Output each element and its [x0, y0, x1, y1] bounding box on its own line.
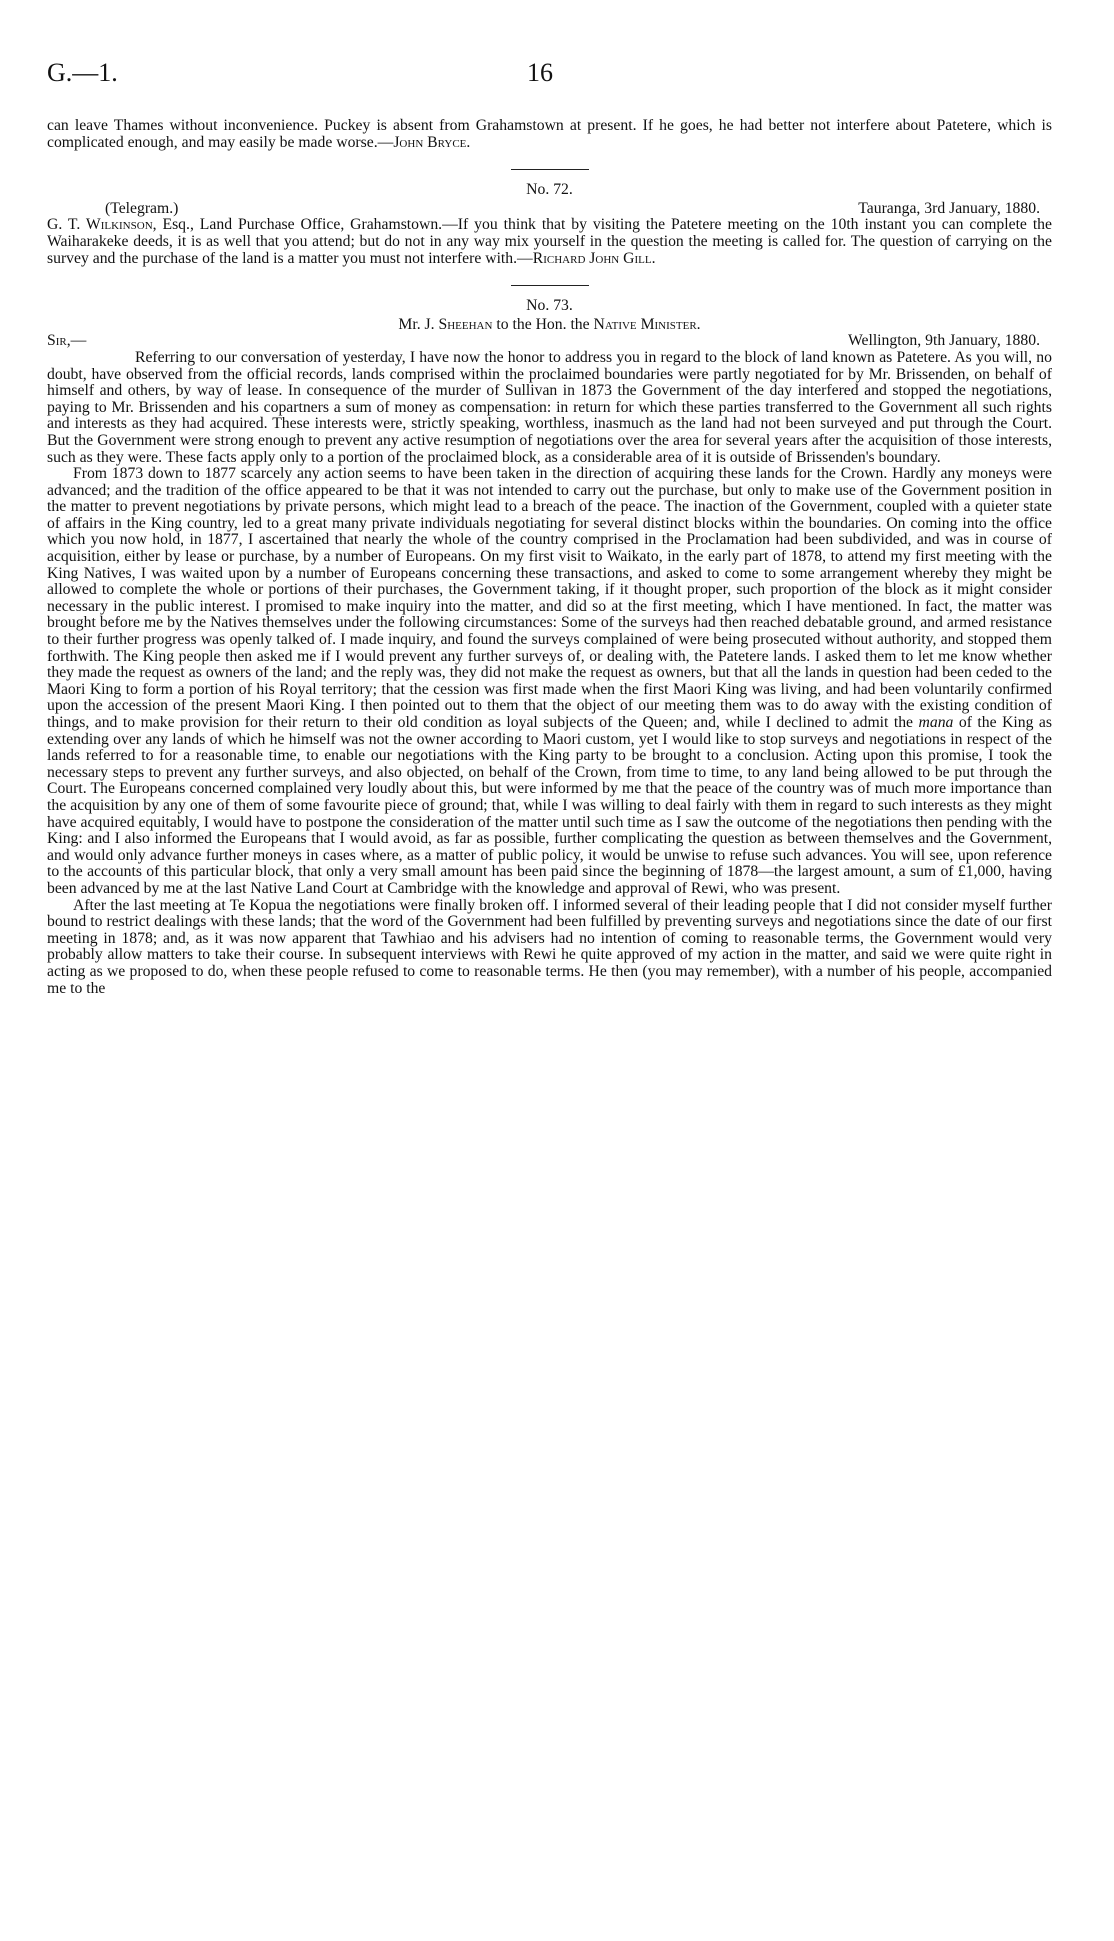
signature-bryce: John Bryce. [393, 133, 471, 151]
addressee-name: G. T. Wilkinson, [47, 216, 157, 234]
continued-text: can leave Thames without inconvenience. Puckey is absent from Grahamstown at present. If he goes, he had better not interfere about Patetere, which is complicated enough, and may easily be made worse.— [47, 117, 1052, 151]
body-paragraph: After the last meeting at Te Kopua the negotiations were finally broken off. I informed several of their leading people that I did not consider myself further bound to restrict dealings with these lands; that the word of the Government had been fulfilled by preventing surveys and negotiations since the date of our first meeting in 1878; and, as it was now apparent that Tawhiao and his advisers had no intention of coming to reasonable terms, the Government would very probably allow matters to take their course. In subsequent interviews with Rewi he quite approved of my action in the matter, and said we were quite right in acting as we proposed to do, when these people refused to come to reasonable terms. He then (you may remember), with a number of his people, accompanied me to the [47, 896, 1052, 997]
body-text: From 1873 down to 1877 scarcely any action seems to have been taken in the direction of acquiring these lands for the Crown. Hardly any moneys were advanced; and the tradition of the office appeared to be that it was not intended to carry out the purchase, but only to make use of the Government position in the matter to prevent negotiations by private persons, which might lead to a breach of the peace. The inaction of the Government, coupled with a quieter state of affairs in the King country, led to a great many private individuals negotiating for several distinct blocks within the boundaries. On coming into the office which you now hold, in 1877, I ascertained that nearly the whole of the country comprised in the Proclamation had been subdivided, and was in course of acquisition, either by lease or purchase, by a number of Europeans. On my first visit to Waikato, in the early part of 1878, to attend my first meeting with the King Natives, I was waited upon by a number of Europeans concerning these transactions, and asked to come to some arrangement whereby they might be allowed to complete the whole or portions of their purchases, the Government taking, if it thought proper, such proportion of the block as it might consider necessary in the public interest. I promised to make inquiry into the matter, and did so at the first meeting, which I have mentioned. In fact, the matter was brought before me by the Natives themselves under the following circumstances: Some of the surveys had then reached debatable ground, and armed resistance to their further progress was openly talked of. I made inquiry, and found the surveys complained of were being prosecuted without authority, and stopped them forthwith. The King people then asked me if I would prevent any further surveys of, or dealing with, the Patetere lands. I asked them to let me know whether they made the request as owners of the land; and the reply was, they did not make the request as owners, but that all the lands in question had been ceded to the Maori King to form a portion of his Royal territory; that the cession was first made when the first Maori King was living, and had been voluntarily confirmed upon the accession of the present Maori King. I then pointed out to them that the object of our meeting them was to do away with the existing condition of things, and to make provision for their return to their old condition as loyal subjects of the Queen; and, while I declined to admit the [47, 465, 1052, 731]
letter-number: No. 72. [526, 181, 573, 199]
telegram-line [47, 201, 1052, 218]
letter-number: No. 73. [526, 297, 573, 315]
signature-gill: Richard John Gill. [532, 249, 656, 267]
telegram-label: (Telegram.) [105, 199, 179, 217]
section-divider [511, 285, 589, 286]
continued-paragraph [47, 118, 1052, 151]
letter-no-72 [47, 182, 1052, 267]
salutation-line [47, 333, 1052, 350]
salutation: Sir,— [47, 332, 87, 350]
heading-part: to the Hon. the [492, 315, 594, 333]
heading-part: Mr. J. [398, 315, 439, 333]
page-number: 16 [527, 58, 553, 87]
letter-place-date: Wellington, 9th January, 1880. [847, 332, 1040, 350]
heading-recipient: Native Minister. [593, 315, 701, 333]
body-paragraph [47, 466, 1052, 897]
heading-sender: Sheehan [438, 315, 493, 333]
telegram-text: Esq., Land Purchase Office, Grahamstown.—If you think that by visiting the Patetere meeting on the 10th instant you can complete the Waiharakeke deeds, it is as well that you attend; but do not in any way mix yourself in the question the meeting is called for. The question of carrying on the survey and the purchase of the land is a matter you must not interfere with.— [47, 216, 1052, 267]
letter-heading [47, 317, 1052, 334]
telegram-place-date: Tauranga, 3rd January, 1880. [858, 199, 1040, 217]
document-reference: G.—1. [47, 58, 118, 87]
body-paragraph: Referring to our conversation of yesterday, I have now the honor to address you in regard to the block of land known as Patetere. As you will, no doubt, have observed from the official records, lands comprised within the proclaimed boundaries were partly negotiated for by Mr. Brissenden, on behalf of himself and others, by way of lease. In consequence of the murder of Sullivan in 1873 the Government of the day interfered and stopped the negotiations, paying to Mr. Brissenden and his copartners a sum of money as compensation: in return for which these parties transferred to the Government all such rights and interests as they had acquired. These interests were, strictly speaking, worthless, inasmuch as the land had not been surveyed and put through the Court. But the Government were strong enough to prevent any active resumption of negotiations over the area for several years after the acquisition of those interests, such as they were. These facts apply only to a portion of the proclaimed block, as a considerable area of it is outside of Brissenden's boundary. [47, 348, 1052, 466]
body-text: of the King as extending over any lands of which he himself was not the owner according to Maori custom, yet I would like to stop surveys and negotiations in respect of the lands referred to for a reasonable time, to enable our negotiations with the King party to be brought to a conclusion. Acting upon this promise, I took the necessary steps to prevent any further surveys, and also objected, on behalf of the Crown, from time to time, to any land being allowed to be put through the Court. The Europeans concerned complained very loudly about this, but were informed by me that the peace of the country was of much more importance than the acquisition by any one of them of some favourite piece of ground; that, while I was willing to deal fairly with them in regard to such interests as they might have acquired equitably, I would have to postpone the consideration of the matter until such time as I saw the outcome of the negotiations then pending with the King: and I also informed the Europeans that I would avoid, as far as possible, further complicating the question as between themselves and the Government, and would only advance further moneys in cases where, as a matter of public policy, it would be unwise to refuse such advances. You will see, upon reference to the accounts of this particular block, that only a very small amount has been paid since the beginning of 1878—the largest amount, a sum of £1,000, having been advanced by me at the last Native Land Court at Cambridge with the knowledge and approval of Rewi, who was present. [47, 714, 1052, 897]
page-header [47, 58, 1052, 118]
italic-term: mana [918, 714, 954, 731]
letter-no-73 [47, 298, 1052, 997]
section-divider [511, 169, 589, 170]
telegram-body [47, 217, 1052, 267]
